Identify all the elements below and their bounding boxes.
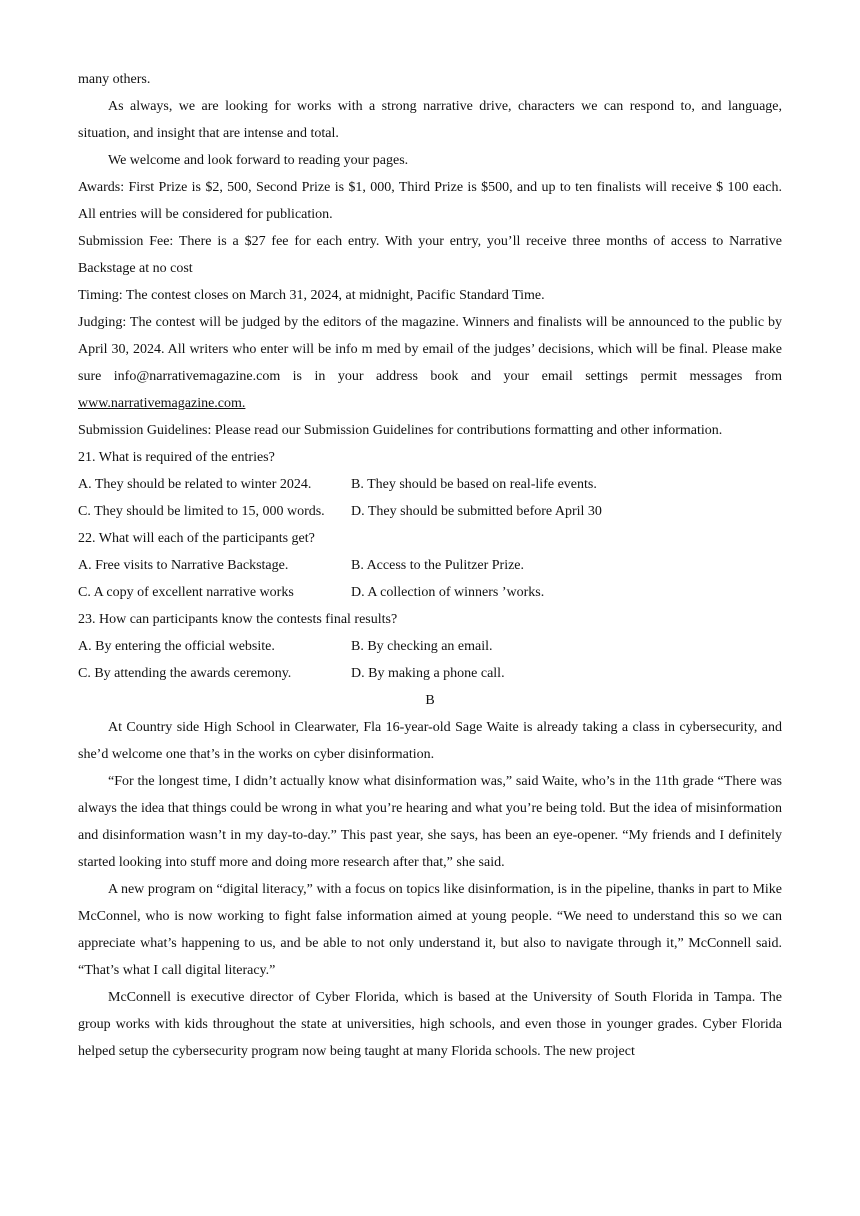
passage-b-paragraph-4: McConnell is executive director of Cyber Florida, which is based at the University of South Florida in Tampa. The group works with kids throughout the state at universities, high schools, and even those in younger grades. Cyber Florida helped setup the cybersecurity program now being taught at many Florida schools. The new project — [78, 990, 782, 1059]
looking-for-paragraph: As always, we are looking for works with a strong narrative drive, characters we can respond to, and language, situation, and insight that are intense and total. — [78, 99, 782, 141]
question-22-stem: 22. What will each of the participants get? — [78, 531, 315, 546]
question-21-option-b: B. They should be based on real-life events. — [351, 477, 597, 492]
question-23-option-c: C. By attending the awards ceremony. — [78, 666, 292, 681]
question-22-option-d: D. A collection of winners ’works. — [351, 585, 545, 600]
website-link[interactable]: www.narrativemagazine.com. — [78, 396, 246, 411]
question-23-option-a: A. By entering the official website. — [78, 639, 275, 654]
welcome-paragraph: We welcome and look forward to reading your pages. — [108, 153, 409, 168]
document-page — [78, 66, 782, 1065]
timing-paragraph: Timing: The contest closes on March 31, 2024, at midnight, Pacific Standard Time. — [78, 288, 545, 303]
passage-b-paragraph-2: “For the longest time, I didn’t actually know what disinformation was,” said Waite, who’s in the 11th grade “There was always the idea that things could be wrong in what you’re hearing and what you’re being told. But the idea of misinformation and disinformation wasn’t in my day-to-day.” This past year, she says, has been an eye-opener. “My friends and I definitely started looking into stuff more and doing more research after that,” she said. — [78, 774, 782, 870]
question-22-options-row-2 — [78, 579, 782, 606]
question-21-options-row-2 — [78, 498, 782, 525]
passage-b-paragraph-1: At Country side High School in Clearwater, Fla 16-year-old Sage Waite is already taking a class in cybersecurity, and she’d welcome one that’s in the works on cyber disinformation. — [78, 720, 782, 762]
question-21-option-d: D. They should be submitted before April 30 — [351, 504, 602, 519]
question-23-option-b: B. By checking an email. — [351, 639, 493, 654]
passage-b-paragraph-3: A new program on “digital literacy,” with a focus on topics like disinformation, is in the pipeline, thanks in part to Mike McConnel, who is now working to fight false information aimed at young people. “We need to understand this so we can appreciate what’s happening to us, and be able to not only understand it, but also to navigate through it,” McConnell said. “That’s what I call digital literacy.” — [78, 882, 782, 978]
awards-paragraph: Awards: First Prize is $2, 500, Second Prize is $1, 000, Third Prize is $500, and up to ten finalists will receive $ 100 each. All entries will be considered for publication. — [78, 180, 782, 222]
continued-text: many others. — [78, 72, 151, 87]
question-22-options-row-1 — [78, 552, 782, 579]
question-23-option-d: D. By making a phone call. — [351, 666, 505, 681]
section-b-heading: B — [425, 693, 435, 708]
judging-text: Judging: The contest will be judged by the editors of the magazine. Winners and finalists will be announced to the public by April 30, 2024. All writers who enter will be info m med by email of the judges’ decisions, which will be final. Please make sure info@narrativemagazine.com is in your address book and your email settings permit messages from — [78, 315, 782, 384]
guidelines-paragraph: Submission Guidelines: Please read our Submission Guidelines for contributions formatting and other information. — [78, 423, 723, 438]
judging-paragraph — [78, 309, 782, 417]
question-22-option-b: B. Access to the Pulitzer Prize. — [351, 558, 525, 573]
question-23-stem: 23. How can participants know the contests final results? — [78, 612, 398, 627]
question-21-option-a: A. They should be related to winter 2024. — [78, 477, 312, 492]
question-23-options-row-2 — [78, 660, 782, 687]
submission-fee-paragraph: Submission Fee: There is a $27 fee for each entry. With your entry, you’ll receive three months of access to Narrative Backstage at no cost — [78, 234, 782, 276]
question-22-option-c: C. A copy of excellent narrative works — [78, 585, 294, 600]
question-22-option-a: A. Free visits to Narrative Backstage. — [78, 558, 289, 573]
question-23-options-row-1 — [78, 633, 782, 660]
question-21-options-row-1 — [78, 471, 782, 498]
question-21-option-c: C. They should be limited to 15, 000 words. — [78, 504, 325, 519]
question-21-stem: 21. What is required of the entries? — [78, 450, 275, 465]
